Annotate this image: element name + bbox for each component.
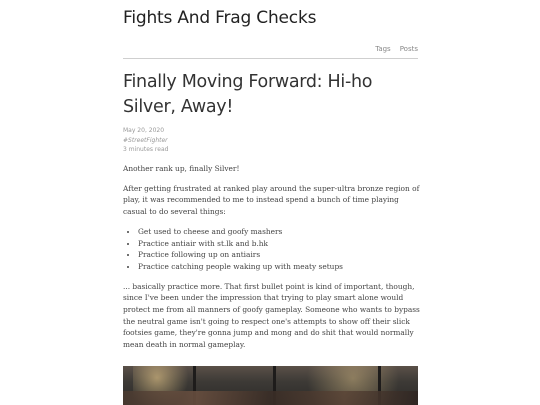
list-item: • Practice following up on antiairs <box>138 249 423 261</box>
nav-link-posts[interactable]: Posts <box>399 45 418 53</box>
site-title[interactable]: Fights And Frag Checks <box>123 8 317 28</box>
paragraph: ... basically practice more. That first bullet point is kind of important, though, since I've been under the impression that trying to play smart alone would protect me from all manners of goofy gameplay. Someone who wants to bypass the neutral game isn't going to respect one's attempts to show off their slick footsies game, they're gonna jump and mong and do shit that would normally mean death in normal gameplay. <box>123 281 420 350</box>
post-content <box>123 163 423 359</box>
top-nav <box>375 45 418 53</box>
header-divider <box>123 58 418 59</box>
paragraph: Another rank up, finally Silver! <box>123 164 240 173</box>
paragraph: After getting frustrated at ranked play around the super-ultra bronze region of play, it was recommended to me to instead spend a bunch of time playing casual to do several things: <box>123 183 420 217</box>
post-title: Finally Moving Forward: Hi-ho Silver, Away! <box>123 72 373 117</box>
post-date: May 20, 2020 <box>123 127 165 134</box>
post-image <box>123 366 418 405</box>
post-meta <box>123 126 168 155</box>
post-tag-link[interactable]: #StreetFighter <box>123 136 168 144</box>
list-item: • Practice catching people waking up with meaty setups <box>138 261 423 273</box>
image-crowd <box>123 391 418 405</box>
post-reading-time: 3 minutes read <box>123 146 169 153</box>
list-item: • Get used to cheese and goofy mashers <box>138 226 423 238</box>
list-item: • Practice antiair with st.lk and b.hk <box>138 238 423 250</box>
nav-link-tags[interactable]: Tags <box>375 45 391 53</box>
practice-list <box>123 226 423 273</box>
